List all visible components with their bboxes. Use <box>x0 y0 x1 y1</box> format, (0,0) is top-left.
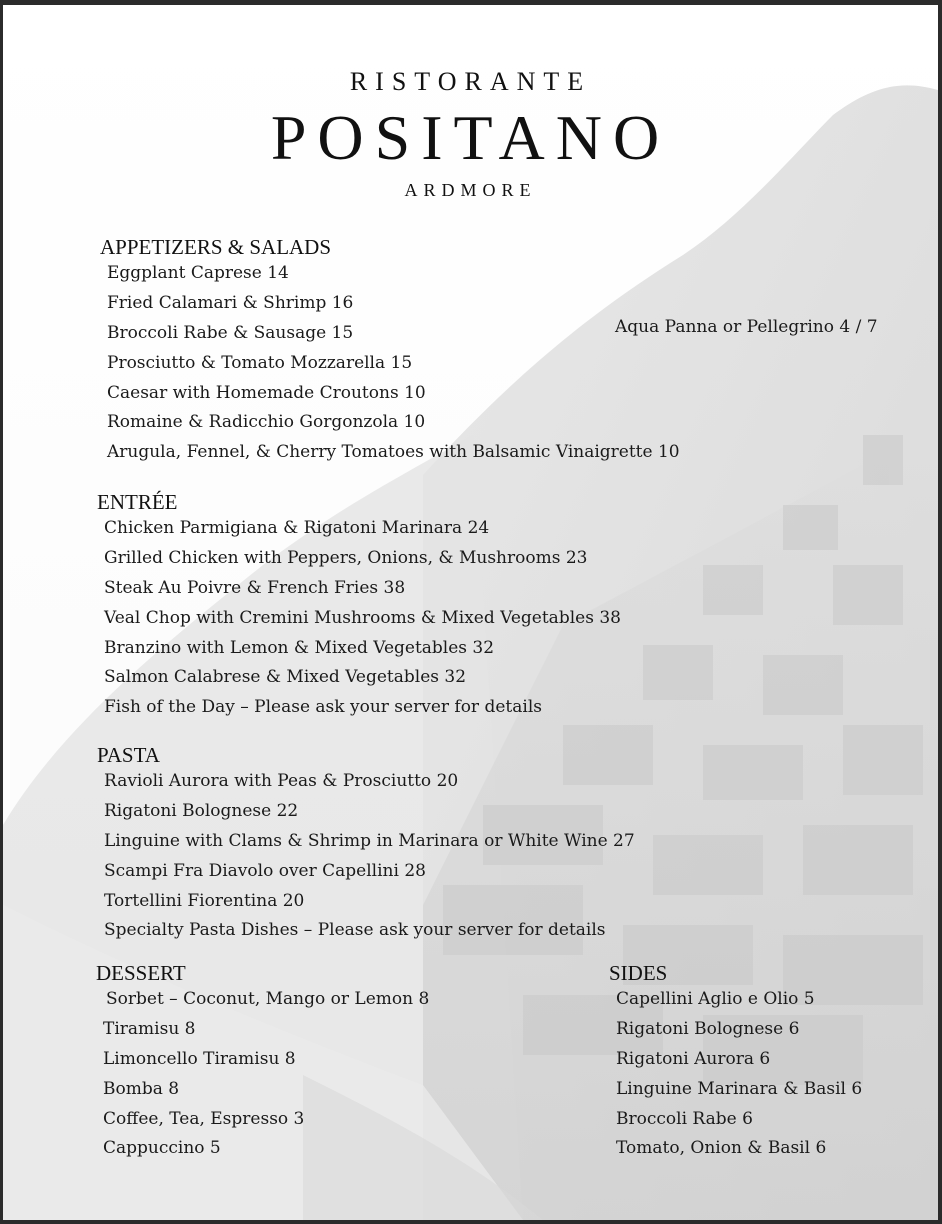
menu-item: Romaine & Radicchio Gorgonzola 10 <box>107 412 426 433</box>
menu-item: Cappuccino 5 <box>103 1138 221 1159</box>
menu-item: Caesar with Homemade Croutons 10 <box>107 382 426 403</box>
pasta-title: PASTA <box>97 743 160 767</box>
menu-item: Tomato, Onion & Basil 6 <box>616 1138 827 1159</box>
appetizers-section <box>100 235 680 468</box>
sides-section <box>609 961 862 1164</box>
menu-item: Veal Chop with Cremini Mushrooms & Mixed Vegetables 38 <box>104 607 621 628</box>
appetizers-title: APPETIZERS & SALADS <box>100 235 332 259</box>
menu-item: Rigatoni Bolognese 6 <box>616 1018 800 1039</box>
menu-item: Grilled Chicken with Peppers, Onions, & Mushrooms 23 <box>104 547 588 568</box>
menu-item: Bomba 8 <box>103 1078 180 1099</box>
menu-item: Coffee, Tea, Espresso 3 <box>103 1108 305 1129</box>
menu-item: Capellini Aglio e Olio 5 <box>616 989 815 1009</box>
water-item: Aqua Panna or Pellegrino 4 / 7 <box>615 317 878 337</box>
menu-item: Specialty Pasta Dishes – Please ask your server for details <box>104 920 606 941</box>
menu-item: Salmon Calabrese & Mixed Vegetables 32 <box>104 667 467 688</box>
menu-item: Steak Au Poivre & French Fries 38 <box>104 577 406 598</box>
ristorante-label: RISTORANTE <box>349 67 592 96</box>
menu-item: Prosciutto & Tomato Mozzarella 15 <box>107 352 413 373</box>
dessert-section <box>96 961 429 1164</box>
sides-title: SIDES <box>609 961 668 985</box>
menu-page <box>3 5 938 1220</box>
menu-item: Fish of the Day – Please ask your server for details <box>104 697 542 718</box>
menu-item: Tiramisu 8 <box>103 1018 196 1039</box>
menu-item: Linguine with Clams & Shrimp in Marinara or White Wine 27 <box>104 830 635 851</box>
dessert-title: DESSERT <box>96 961 186 985</box>
menu-item: Chicken Parmigiana & Rigatoni Marinara 24 <box>104 518 490 538</box>
menu-item: Linguine Marinara & Basil 6 <box>616 1078 863 1099</box>
restaurant-name: POSITANO <box>270 102 671 173</box>
menu-item: Limoncello Tiramisu 8 <box>103 1048 296 1069</box>
menu-item: Eggplant Caprese 14 <box>107 263 289 283</box>
entree-title: ENTRÉE <box>97 490 178 514</box>
menu-item: Broccoli Rabe & Sausage 15 <box>107 322 354 343</box>
menu-item: Tortellini Fiorentina 20 <box>104 890 305 911</box>
menu-item: Scampi Fra Diavolo over Capellini 28 <box>104 860 426 881</box>
menu-item: Sorbet – Coconut, Mango or Lemon 8 <box>106 989 430 1009</box>
menu-item: Broccoli Rabe 6 <box>616 1108 753 1129</box>
menu-item: Ravioli Aurora with Peas & Prosciutto 20 <box>104 771 459 791</box>
menu-item: Rigatoni Bolognese 22 <box>104 800 299 821</box>
menu-item: Arugula, Fennel, & Cherry Tomatoes with Balsamic Vinaigrette 10 <box>107 442 680 463</box>
menu-item: Branzino with Lemon & Mixed Vegetables 32 <box>104 637 495 658</box>
pasta-section <box>97 743 635 946</box>
entree-section <box>97 490 621 723</box>
restaurant-location: ARDMORE <box>404 180 537 200</box>
menu-item: Rigatoni Aurora 6 <box>616 1048 771 1069</box>
menu-item: Fried Calamari & Shrimp 16 <box>107 292 354 313</box>
